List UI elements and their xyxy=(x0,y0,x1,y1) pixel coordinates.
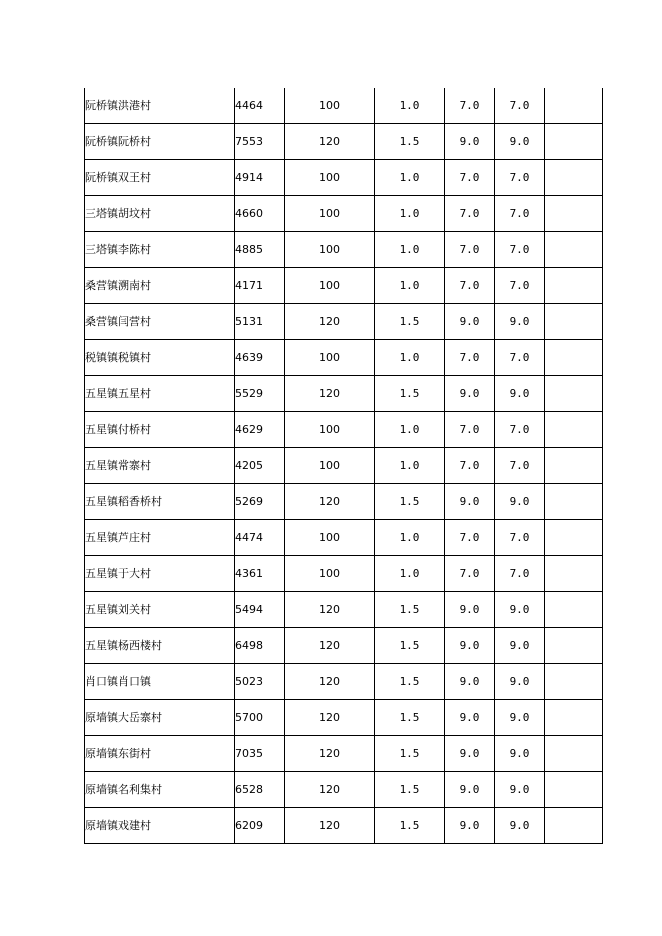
value-b-cell: 7.0 xyxy=(445,340,495,376)
village-name-cell: 五星镇杨西楼村 xyxy=(85,628,235,664)
standard-cell: 120 xyxy=(285,772,375,808)
population-cell: 4464 xyxy=(235,88,285,124)
value-c-cell: 9.0 xyxy=(495,304,545,340)
value-b-cell: 9.0 xyxy=(445,628,495,664)
note-cell xyxy=(545,664,603,700)
village-name-cell: 五星镇五星村 xyxy=(85,376,235,412)
note-cell xyxy=(545,160,603,196)
village-name-cell: 三塔镇李陈村 xyxy=(85,232,235,268)
value-c-cell: 9.0 xyxy=(495,592,545,628)
table-row xyxy=(85,628,603,664)
population-cell: 4885 xyxy=(235,232,285,268)
table-row xyxy=(85,772,603,808)
note-cell xyxy=(545,700,603,736)
value-b-cell: 9.0 xyxy=(445,736,495,772)
village-name-cell: 桑营镇溯南村 xyxy=(85,268,235,304)
standard-cell: 120 xyxy=(285,628,375,664)
standard-cell: 120 xyxy=(285,304,375,340)
village-name-cell: 阮桥镇双王村 xyxy=(85,160,235,196)
standard-cell: 100 xyxy=(285,268,375,304)
value-c-cell: 7.0 xyxy=(495,340,545,376)
village-name-cell: 三塔镇胡坟村 xyxy=(85,196,235,232)
standard-cell: 100 xyxy=(285,196,375,232)
value-a-cell: 1.5 xyxy=(375,664,445,700)
population-cell: 5700 xyxy=(235,700,285,736)
population-cell: 5269 xyxy=(235,484,285,520)
value-c-cell: 9.0 xyxy=(495,484,545,520)
population-cell: 4639 xyxy=(235,340,285,376)
village-name-cell: 五星镇常寨村 xyxy=(85,448,235,484)
standard-cell: 100 xyxy=(285,520,375,556)
population-cell: 5529 xyxy=(235,376,285,412)
note-cell xyxy=(545,412,603,448)
note-cell xyxy=(545,592,603,628)
population-cell: 6209 xyxy=(235,808,285,844)
value-a-cell: 1.5 xyxy=(375,376,445,412)
value-a-cell: 1.5 xyxy=(375,124,445,160)
population-cell: 4474 xyxy=(235,520,285,556)
village-data-table xyxy=(84,88,603,844)
population-cell: 6498 xyxy=(235,628,285,664)
village-name-cell: 五星镇于大村 xyxy=(85,556,235,592)
value-c-cell: 9.0 xyxy=(495,664,545,700)
table-row xyxy=(85,304,603,340)
value-b-cell: 7.0 xyxy=(445,88,495,124)
village-name-cell: 税镇镇税镇村 xyxy=(85,340,235,376)
note-cell xyxy=(545,196,603,232)
value-b-cell: 7.0 xyxy=(445,448,495,484)
table-row xyxy=(85,376,603,412)
note-cell xyxy=(545,88,603,124)
value-a-cell: 1.0 xyxy=(375,196,445,232)
table-row xyxy=(85,592,603,628)
value-c-cell: 7.0 xyxy=(495,160,545,196)
value-c-cell: 9.0 xyxy=(495,808,545,844)
table-body xyxy=(85,88,603,844)
note-cell xyxy=(545,772,603,808)
standard-cell: 100 xyxy=(285,340,375,376)
note-cell xyxy=(545,448,603,484)
value-b-cell: 7.0 xyxy=(445,160,495,196)
village-name-cell: 五星镇稻香桥村 xyxy=(85,484,235,520)
table-row xyxy=(85,124,603,160)
table-row xyxy=(85,232,603,268)
note-cell xyxy=(545,628,603,664)
village-name-cell: 原墙镇戏建村 xyxy=(85,808,235,844)
value-c-cell: 9.0 xyxy=(495,376,545,412)
note-cell xyxy=(545,556,603,592)
value-b-cell: 7.0 xyxy=(445,556,495,592)
standard-cell: 100 xyxy=(285,556,375,592)
standard-cell: 120 xyxy=(285,592,375,628)
note-cell xyxy=(545,232,603,268)
village-name-cell: 原墙镇东街村 xyxy=(85,736,235,772)
population-cell: 4914 xyxy=(235,160,285,196)
value-c-cell: 7.0 xyxy=(495,448,545,484)
population-cell: 4629 xyxy=(235,412,285,448)
value-c-cell: 7.0 xyxy=(495,232,545,268)
standard-cell: 120 xyxy=(285,808,375,844)
note-cell xyxy=(545,268,603,304)
village-name-cell: 五星镇芦庄村 xyxy=(85,520,235,556)
village-name-cell: 原墙镇大岳寨村 xyxy=(85,700,235,736)
table-row xyxy=(85,556,603,592)
population-cell: 7553 xyxy=(235,124,285,160)
value-a-cell: 1.5 xyxy=(375,592,445,628)
standard-cell: 120 xyxy=(285,700,375,736)
village-name-cell: 五星镇刘关村 xyxy=(85,592,235,628)
value-a-cell: 1.0 xyxy=(375,520,445,556)
value-c-cell: 7.0 xyxy=(495,88,545,124)
table-row xyxy=(85,88,603,124)
population-cell: 5023 xyxy=(235,664,285,700)
population-cell: 4205 xyxy=(235,448,285,484)
population-cell: 4171 xyxy=(235,268,285,304)
table-row xyxy=(85,448,603,484)
table-row xyxy=(85,268,603,304)
table-row xyxy=(85,412,603,448)
value-b-cell: 9.0 xyxy=(445,484,495,520)
value-b-cell: 7.0 xyxy=(445,520,495,556)
standard-cell: 120 xyxy=(285,376,375,412)
value-b-cell: 9.0 xyxy=(445,124,495,160)
table-row xyxy=(85,700,603,736)
village-name-cell: 五星镇付桥村 xyxy=(85,412,235,448)
population-cell: 5131 xyxy=(235,304,285,340)
value-a-cell: 1.5 xyxy=(375,628,445,664)
value-c-cell: 7.0 xyxy=(495,268,545,304)
value-b-cell: 9.0 xyxy=(445,808,495,844)
village-name-cell: 原墙镇名利集村 xyxy=(85,772,235,808)
value-a-cell: 1.0 xyxy=(375,232,445,268)
standard-cell: 100 xyxy=(285,88,375,124)
standard-cell: 100 xyxy=(285,232,375,268)
value-b-cell: 7.0 xyxy=(445,412,495,448)
note-cell xyxy=(545,124,603,160)
standard-cell: 120 xyxy=(285,736,375,772)
village-name-cell: 肖口镇肖口镇 xyxy=(85,664,235,700)
value-c-cell: 7.0 xyxy=(495,520,545,556)
table-row xyxy=(85,808,603,844)
population-cell: 5494 xyxy=(235,592,285,628)
value-a-cell: 1.0 xyxy=(375,88,445,124)
note-cell xyxy=(545,340,603,376)
standard-cell: 120 xyxy=(285,484,375,520)
value-a-cell: 1.5 xyxy=(375,808,445,844)
village-name-cell: 阮桥镇阮桥村 xyxy=(85,124,235,160)
population-cell: 4361 xyxy=(235,556,285,592)
value-c-cell: 9.0 xyxy=(495,772,545,808)
value-a-cell: 1.0 xyxy=(375,412,445,448)
value-a-cell: 1.0 xyxy=(375,160,445,196)
note-cell xyxy=(545,808,603,844)
value-c-cell: 7.0 xyxy=(495,412,545,448)
standard-cell: 100 xyxy=(285,448,375,484)
value-b-cell: 7.0 xyxy=(445,268,495,304)
value-b-cell: 7.0 xyxy=(445,196,495,232)
value-a-cell: 1.0 xyxy=(375,556,445,592)
value-a-cell: 1.0 xyxy=(375,448,445,484)
population-cell: 7035 xyxy=(235,736,285,772)
standard-cell: 100 xyxy=(285,160,375,196)
table-row xyxy=(85,160,603,196)
village-name-cell: 桑营镇闫营村 xyxy=(85,304,235,340)
standard-cell: 120 xyxy=(285,664,375,700)
note-cell xyxy=(545,376,603,412)
value-c-cell: 9.0 xyxy=(495,736,545,772)
note-cell xyxy=(545,484,603,520)
value-a-cell: 1.0 xyxy=(375,340,445,376)
standard-cell: 120 xyxy=(285,124,375,160)
value-c-cell: 9.0 xyxy=(495,628,545,664)
village-name-cell: 阮桥镇洪港村 xyxy=(85,88,235,124)
value-c-cell: 7.0 xyxy=(495,556,545,592)
population-cell: 4660 xyxy=(235,196,285,232)
table-row xyxy=(85,484,603,520)
table-row xyxy=(85,196,603,232)
value-b-cell: 9.0 xyxy=(445,376,495,412)
value-a-cell: 1.5 xyxy=(375,700,445,736)
value-b-cell: 9.0 xyxy=(445,592,495,628)
value-a-cell: 1.5 xyxy=(375,484,445,520)
value-c-cell: 7.0 xyxy=(495,196,545,232)
value-a-cell: 1.0 xyxy=(375,268,445,304)
value-b-cell: 9.0 xyxy=(445,304,495,340)
value-b-cell: 9.0 xyxy=(445,772,495,808)
note-cell xyxy=(545,520,603,556)
value-b-cell: 7.0 xyxy=(445,232,495,268)
value-a-cell: 1.5 xyxy=(375,736,445,772)
table-row xyxy=(85,520,603,556)
value-a-cell: 1.5 xyxy=(375,304,445,340)
value-a-cell: 1.5 xyxy=(375,772,445,808)
value-c-cell: 9.0 xyxy=(495,124,545,160)
note-cell xyxy=(545,736,603,772)
population-cell: 6528 xyxy=(235,772,285,808)
value-c-cell: 9.0 xyxy=(495,700,545,736)
table-row xyxy=(85,340,603,376)
table-row xyxy=(85,664,603,700)
table-row xyxy=(85,736,603,772)
note-cell xyxy=(545,304,603,340)
value-b-cell: 9.0 xyxy=(445,664,495,700)
value-b-cell: 9.0 xyxy=(445,700,495,736)
standard-cell: 100 xyxy=(285,412,375,448)
